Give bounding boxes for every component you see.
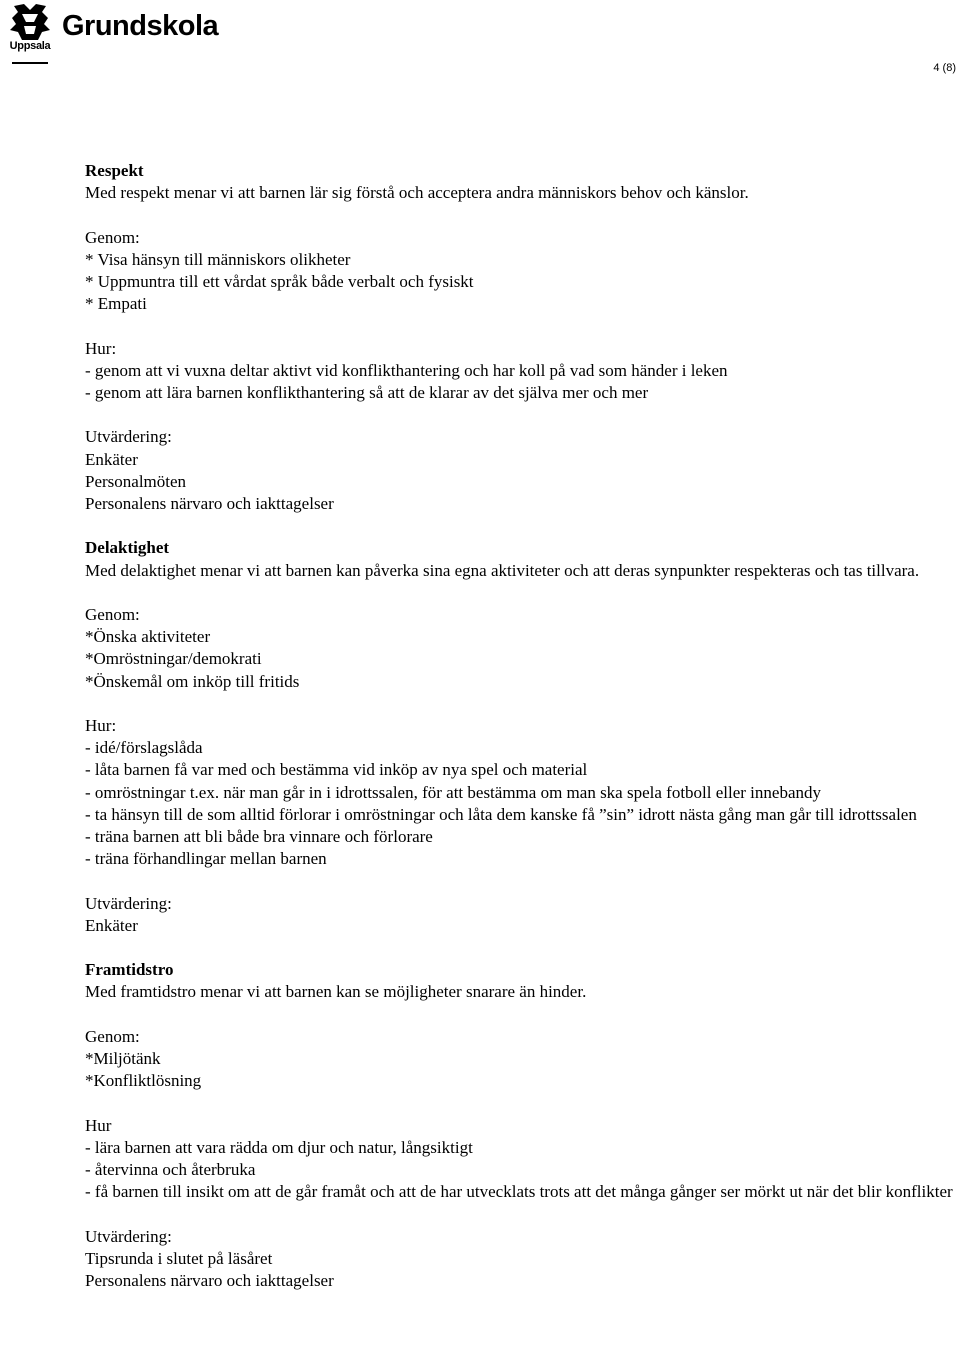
list-item: *Omröstningar/demokrati: [85, 649, 262, 669]
logo-wordmark: Uppsala: [9, 40, 51, 52]
page-header: [0, 0, 960, 74]
hur-label: Hur:: [85, 338, 117, 358]
list-item: *Önskemål om inköp till fritids: [85, 671, 300, 691]
document-body: [85, 160, 955, 1292]
hur-label: Hur:: [85, 715, 117, 735]
list-item: Personalens närvaro och iakttagelser: [85, 1270, 334, 1290]
list-item: * Uppmuntra till ett vårdat språk både verbalt och fysiskt: [85, 272, 474, 291]
genom-label: Genom:: [85, 604, 140, 624]
list-item: *Miljötänk: [85, 1048, 161, 1068]
list-item: - låta barnen få var med och bestämma vid inköp av nya spel och material: [85, 760, 588, 780]
genom-label: Genom:: [85, 227, 140, 247]
section-heading-framtidstro: Framtidstro: [85, 960, 174, 980]
page-title: Grundskola: [62, 10, 219, 42]
list-item: - återvinna och återbruka: [85, 1159, 256, 1179]
list-item: * Empati: [85, 294, 147, 314]
list-item: Enkäter: [85, 449, 138, 469]
section-intro: Med framtidstro menar vi att barnen kan se möjligheter snarare än hinder.: [85, 982, 587, 1002]
list-item: - omröstningar t.ex. när man går in i idrottssalen, för att bestämma om man ska spela fotboll eller innebandy: [85, 782, 821, 802]
logo-subtext: [4, 53, 56, 59]
section-heading-respekt: Respekt: [85, 161, 144, 180]
list-item: * Visa hänsyn till människors olikheter: [85, 249, 351, 269]
list-item: - genom att lära barnen konflikthantering så att de klarar av det själva mer och mer: [85, 383, 649, 402]
page-number: 4 (8): [933, 62, 956, 74]
list-item: - träna barnen att bli både bra vinnare och förlorare: [85, 827, 433, 846]
utvardering-label: Utvärdering:: [85, 1226, 172, 1246]
list-item: - genom att vi vuxna deltar aktivt vid konflikthantering och har koll på vad som händer i leken: [85, 360, 728, 380]
list-item: - träna förhandlingar mellan barnen: [85, 849, 327, 869]
list-item: - lära barnen att vara rädda om djur och natur, långsiktigt: [85, 1137, 473, 1157]
genom-label: Genom:: [85, 1026, 140, 1046]
section-intro: Med respekt menar vi att barnen lär sig förstå och acceptera andra människors behov och känslor.: [85, 183, 749, 203]
list-item: *Önska aktiviteter: [85, 627, 211, 647]
list-item: - ta hänsyn till de som alltid förlorar i omröstningar och låta dem kanske få ”sin” idrott nästa gång man går till idrottssalen: [85, 804, 917, 824]
list-item: - idé/förslagslåda: [85, 738, 203, 758]
list-item: Personalmöten: [85, 471, 187, 491]
section-heading-delaktighet: Delaktighet: [85, 538, 170, 558]
utvardering-label: Utvärdering:: [85, 427, 172, 447]
hur-label: Hur: [85, 1115, 112, 1135]
utvardering-label: Utvärdering:: [85, 893, 172, 913]
list-item: Tipsrunda i slutet på läsåret: [85, 1248, 273, 1268]
list-item: - få barnen till insikt om att de går framåt och att de har utvecklats trots att det många gånger ser mörkt ut när det blir konflikter: [85, 1182, 953, 1202]
list-item: Enkäter: [85, 915, 138, 935]
section-intro: Med delaktighet menar vi att barnen kan påverka sina egna aktiviteter och att deras synpunkter respekteras och tas tillvara.: [85, 560, 920, 580]
list-item: Personalens närvaro och iakttagelser: [85, 494, 334, 513]
list-item: *Konfliktlösning: [85, 1071, 202, 1091]
